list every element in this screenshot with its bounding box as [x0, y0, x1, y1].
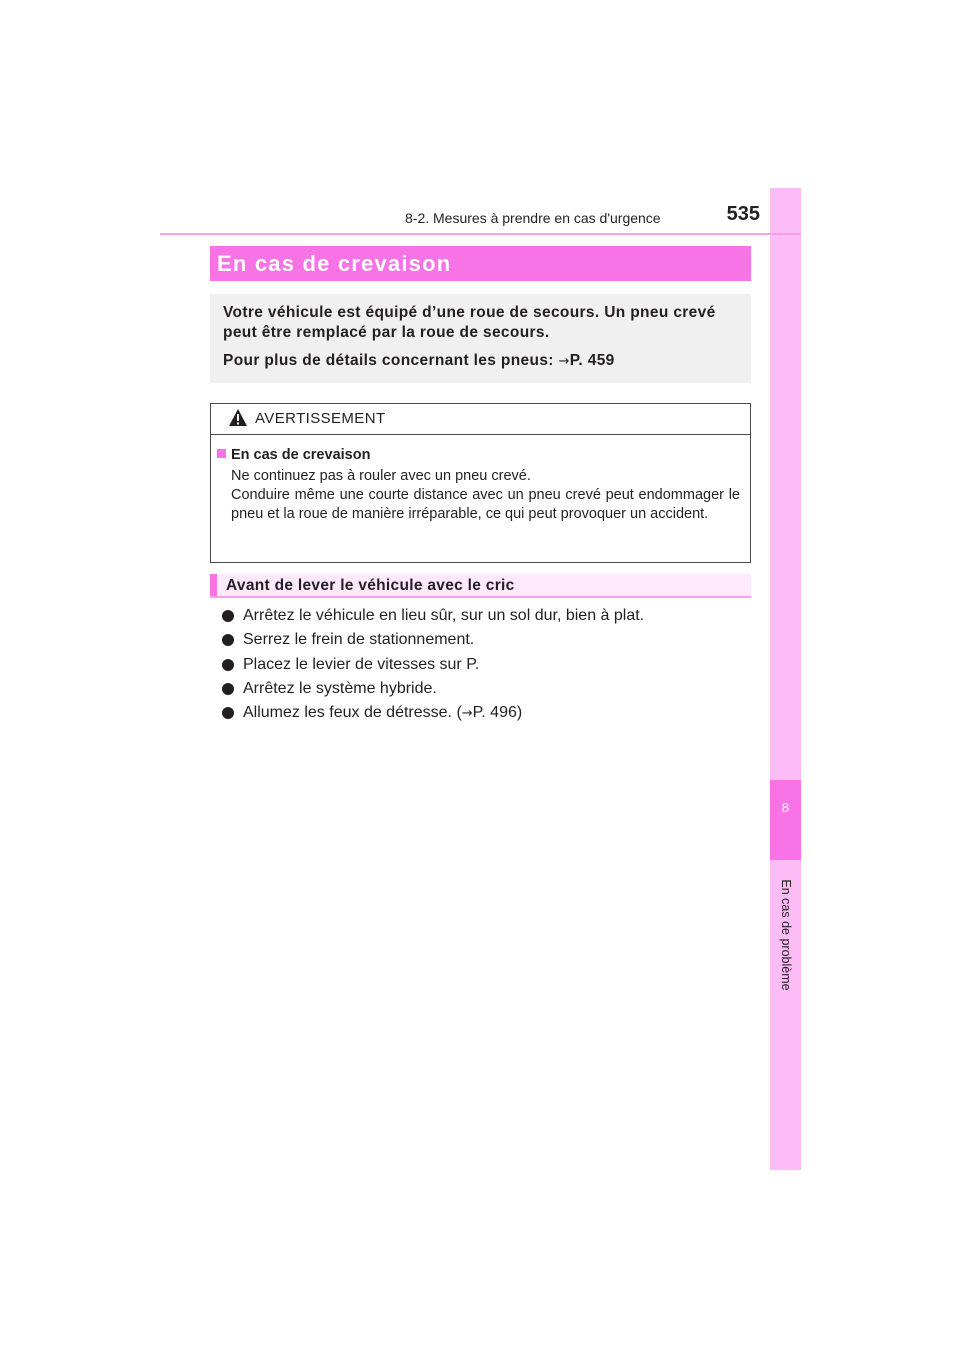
intro-text: Votre véhicule est équipé d’une roue de secours. Un pneu crevé peut être remplacé par la roue de secours. [223, 304, 716, 341]
step-text: Arrêtez le véhicule en lieu sûr, sur un sol dur, bien à plat. [243, 607, 645, 624]
intro-page-link[interactable]: P. 459 [569, 352, 615, 369]
list-item [222, 701, 742, 726]
intro-box [210, 294, 751, 383]
warning-triangle-icon [228, 408, 248, 432]
bullet-icon [222, 707, 234, 719]
list-item [222, 653, 742, 677]
chapter-side-tab [770, 188, 801, 1170]
chapter-label: En cas de problème [779, 879, 793, 991]
subsection-title: Avant de lever le véhicule avec le cric [226, 577, 515, 594]
step-text: Serrez le frein de stationnement. [243, 631, 475, 649]
header-section-title: 8-2. Mesures à prendre en cas d'urgence [405, 210, 661, 226]
list-item [222, 604, 742, 628]
chapter-tab-marker [770, 780, 801, 860]
arrow-right-icon: → [558, 354, 570, 369]
arrow-right-icon: → [461, 706, 473, 722]
warning-header [211, 404, 750, 435]
page-number: 535 [726, 203, 760, 225]
subsection-header [210, 574, 751, 598]
warning-paragraph-1: Ne continuez pas à rouler avec un pneu crevé. [231, 468, 531, 484]
list-item [222, 628, 742, 652]
step-text: Allumez les feux de détresse. ( [243, 704, 462, 722]
bullet-icon [222, 683, 234, 695]
step-page-link[interactable]: P. 496) [472, 704, 523, 722]
step-text: Arrêtez le système hybride. [243, 679, 437, 697]
warning-subtitle-row [217, 447, 740, 463]
warning-label: AVERTISSEMENT [255, 410, 386, 427]
page-title: En cas de crevaison [210, 246, 751, 281]
warning-subtitle: En cas de crevaison [231, 447, 371, 463]
intro-reference-text: Pour plus de détails concernant les pneus: [223, 352, 559, 369]
intro-reference [223, 351, 739, 372]
warning-paragraph-2: Conduire même une courte distance avec un pneu crevé peut endommager le pneu et la roue de manière irréparable, ce qui peut provoquer un accident. [231, 487, 740, 522]
bullet-icon [222, 610, 234, 622]
warning-text [217, 467, 740, 524]
warning-box [210, 403, 751, 563]
subsection-accent-bar [210, 574, 217, 596]
bullet-icon [222, 659, 234, 671]
chapter-number: 8 [781, 800, 790, 815]
bullet-icon [222, 634, 234, 646]
header-rule [160, 233, 801, 235]
list-item [222, 677, 742, 701]
steps-list [222, 604, 742, 726]
step-text: Placez le levier de vitesses sur P. [243, 655, 480, 673]
warning-body [211, 435, 750, 524]
square-bullet-icon [217, 449, 226, 458]
